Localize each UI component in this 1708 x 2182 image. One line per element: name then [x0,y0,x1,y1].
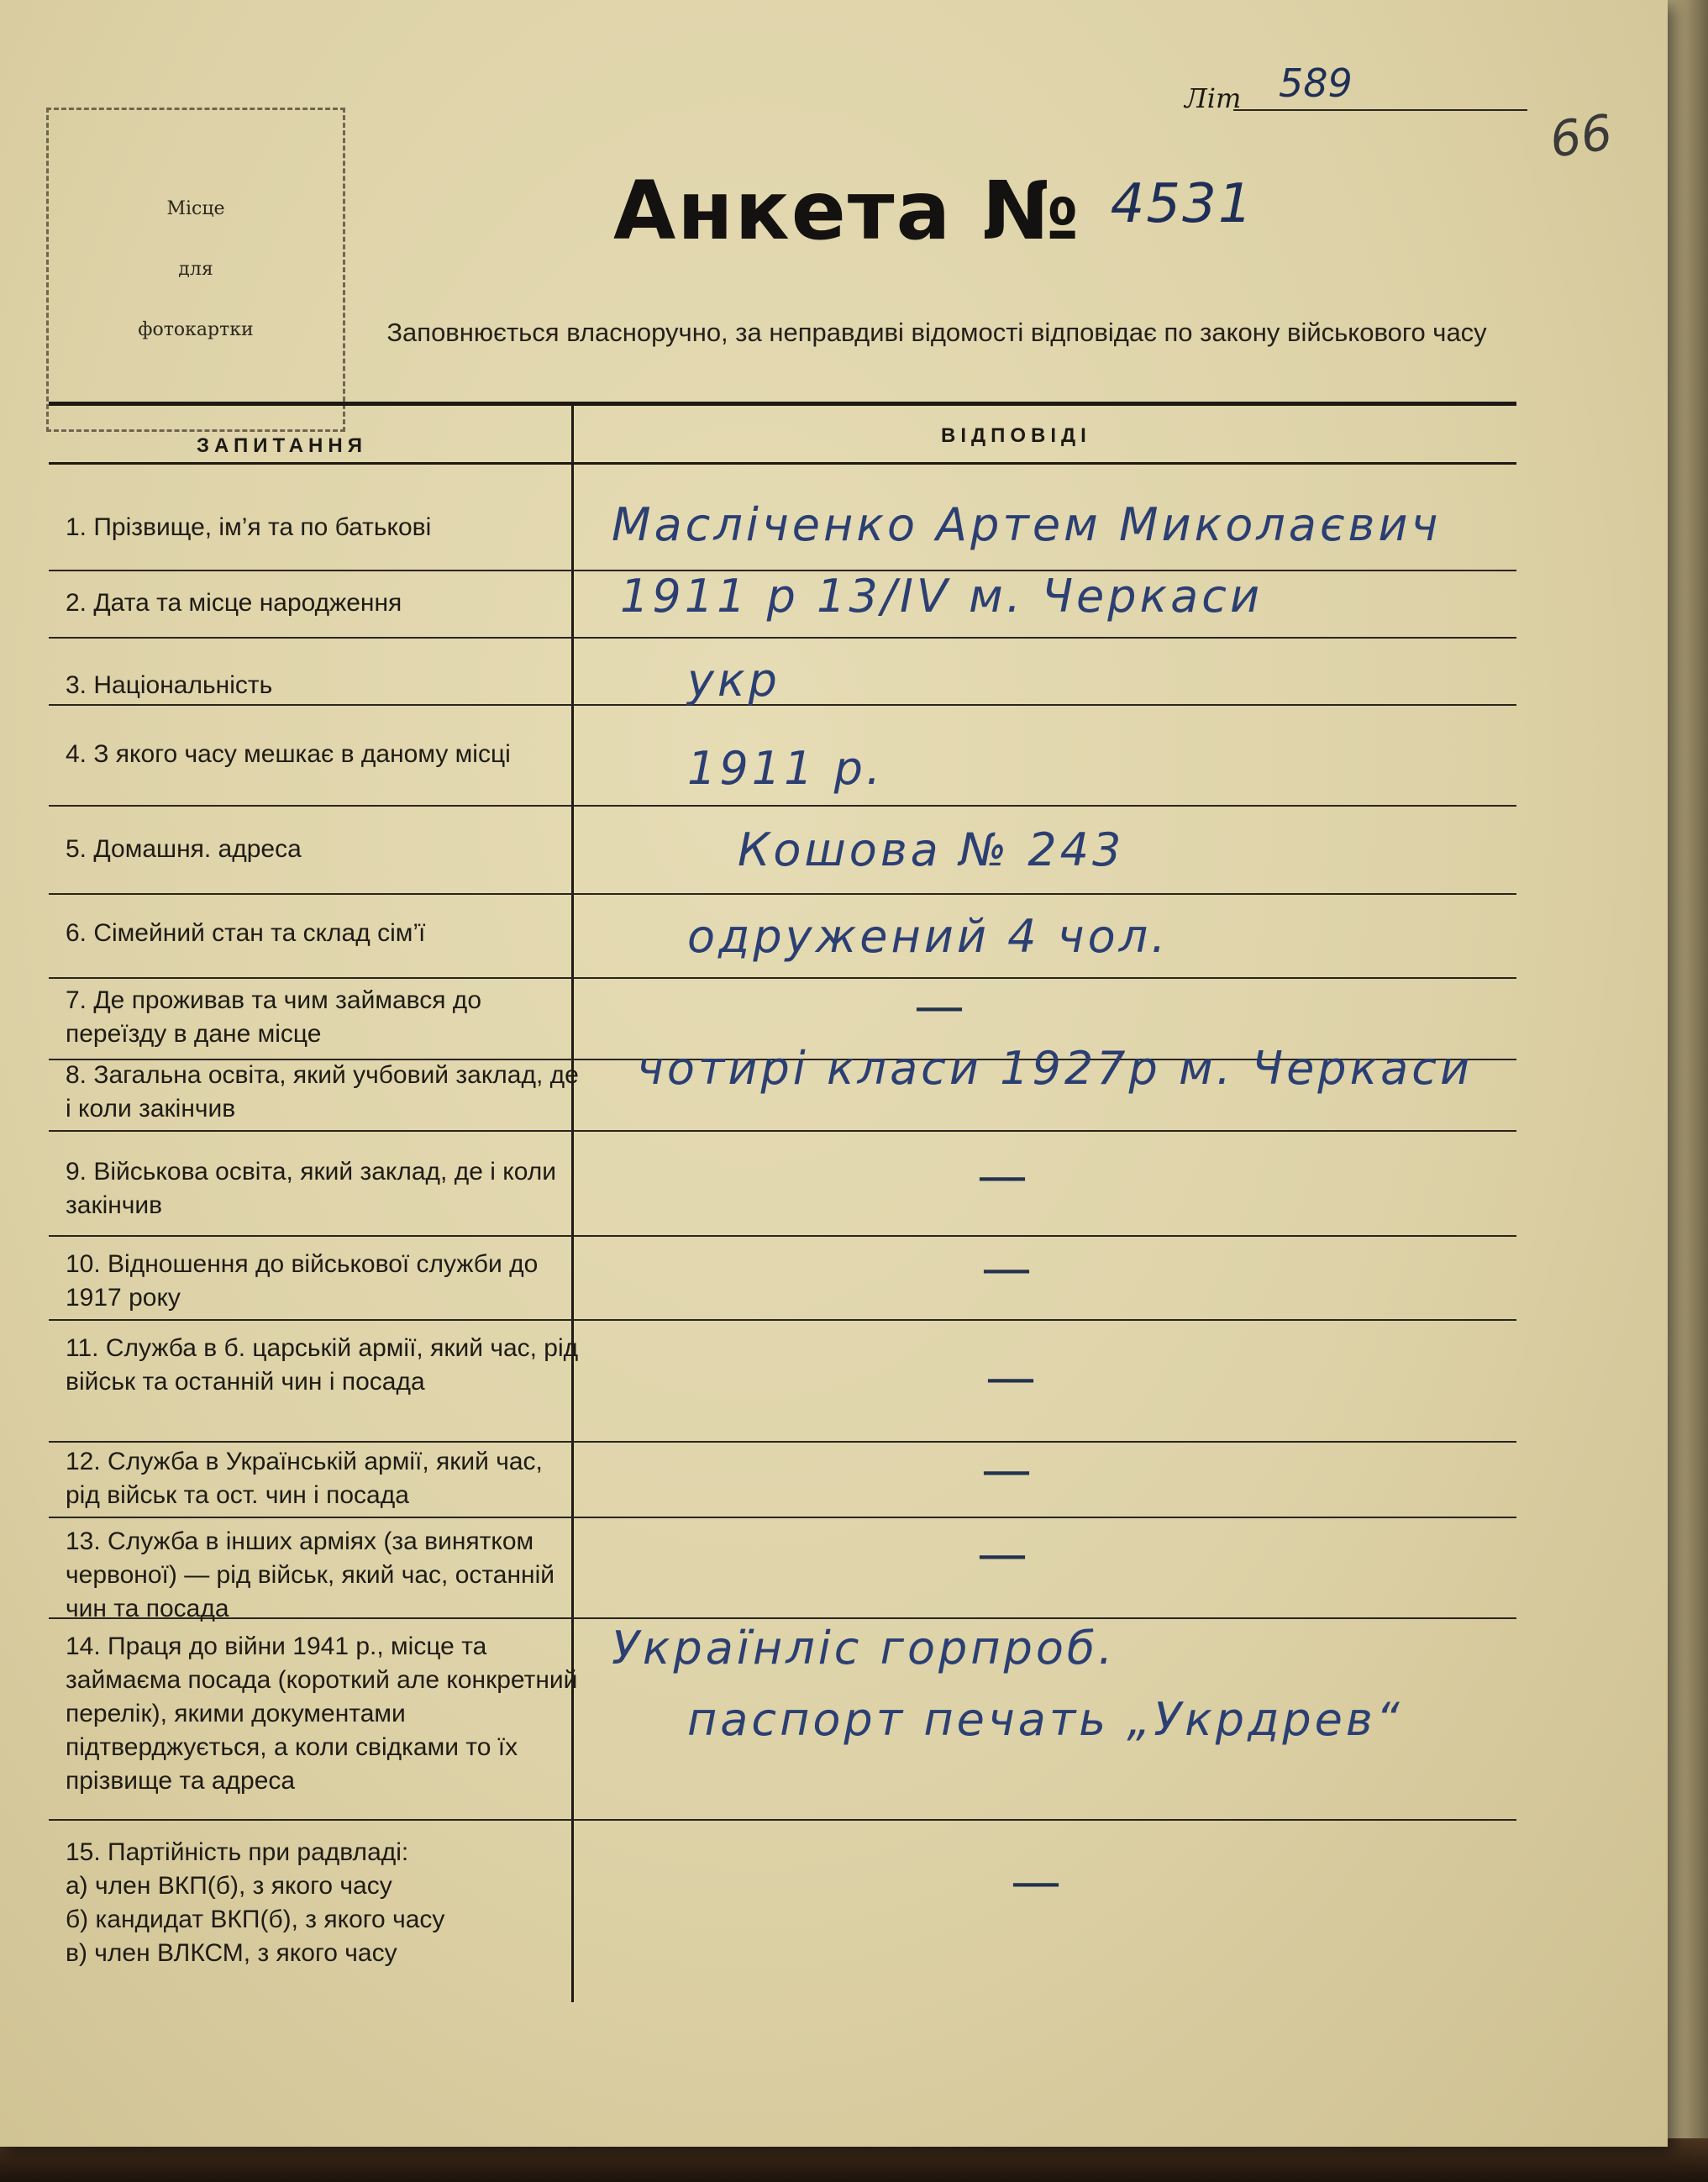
question-6: 6. Сімейний стан та склад сім’ї [66,919,426,947]
answer-1: Масліченко Артем Миколаєвич [612,498,1442,551]
question-14: 14. Праця до війни 1941 р., місце та займаєма посада (короткий але конкретний перелік), якими документами підтверджується, а коли свідками то їх прізвище та адреса [66,1633,578,1795]
table-header [49,424,1516,465]
photo-placeholder [46,108,345,432]
questions-column-header: ЗАПИТАННЯ [197,434,367,457]
answer-14-line-2: паспорт печать „Укрдрев“ [687,1693,1403,1746]
lit-field [1185,60,1527,116]
answer-12: — [981,1441,1032,1500]
answer-11: — [985,1349,1036,1407]
table-row [49,1517,1516,1622]
answer-15: — [1011,1853,1061,1911]
table-row [49,1617,1516,1821]
question-11: 11. Служба в б. царській армії, який час, рід військ та останній чин і посада [66,1334,579,1396]
question-9: 9. Військова освіта, який заклад, де і коли закінчив [66,1158,556,1219]
table-row [49,893,1516,979]
table-row [49,637,1516,706]
answers-column-header: ВІДПОВІДІ [941,424,1091,447]
photo-label-3: фотокартки [138,319,254,340]
table-row [49,1235,1516,1321]
question-15: 15. Партійність при радвладі: а) член ВКП(б), з якого часу б) кандидат ВКП(б), з якого часу в) член ВЛКСМ, з якого часу [66,1838,445,1967]
title-text: Анкета № [613,164,1081,258]
question-12: 12. Служба в Українській армії, який час, рід військ та ост. чин і посада [66,1448,543,1509]
page-subtitle: Заповнюється власноручно, за неправдиві відомості відповідає по закону військового часу [386,318,1487,347]
table-row [49,1130,1516,1237]
photo-label-1: Місце [166,198,225,219]
question-13: 13. Служба в інших арміях (за винятком червоної) — рід військ, який час, останній чин та посада [66,1527,555,1622]
question-3: 3. Національність [66,671,273,699]
answer-10: — [981,1239,1032,1298]
question-4: 4. З якого часу мешкає в даному місці [66,740,511,768]
photo-label-2: для [178,259,213,280]
table-row [49,570,1516,639]
table-row [49,1441,1516,1518]
table-row [49,1042,1516,1132]
question-8: 8. Загальна освіта, який учбовий заклад, де і коли закінчив [66,1061,579,1123]
page-title [613,164,1254,256]
question-1: 1. Прізвище, ім’я та по батькові [66,513,432,541]
answer-4: 1911 р. [687,742,885,795]
sheet-number: 66 [1546,103,1616,169]
table-row [49,1319,1516,1443]
form-number: 4531 [1110,173,1254,235]
answer-9: — [977,1147,1027,1206]
table-row [49,704,1516,807]
answer-5: Кошова № 243 [738,823,1125,876]
answer-14-line-1: Українліс горпроб. [612,1622,1117,1675]
table-row [49,805,1516,895]
question-2: 2. Дата та місце народження [66,589,402,617]
answer-3: укр [687,654,780,707]
question-7: 7. Де проживав та чим займався до переїзду в дане місце [66,986,481,1048]
table-row [49,465,1516,571]
answer-6: одружений 4 чол. [687,910,1169,963]
question-10: 10. Відношення до військової служби до 1917 року [66,1250,539,1312]
lit-underline [1233,109,1527,111]
lit-label: Літ [1185,82,1242,114]
top-rule [49,402,1516,406]
answer-8: чотирі класи 1927р м. Черкаси [637,1042,1474,1095]
table-row [49,1819,1516,1970]
answer-2: 1911 р 13/IV м. Черкаси [620,570,1264,623]
lit-value: 589 [1279,60,1353,106]
question-5: 5. Домашня. адреса [66,835,302,863]
answer-7: — [914,977,964,1036]
answer-13: — [977,1525,1027,1584]
